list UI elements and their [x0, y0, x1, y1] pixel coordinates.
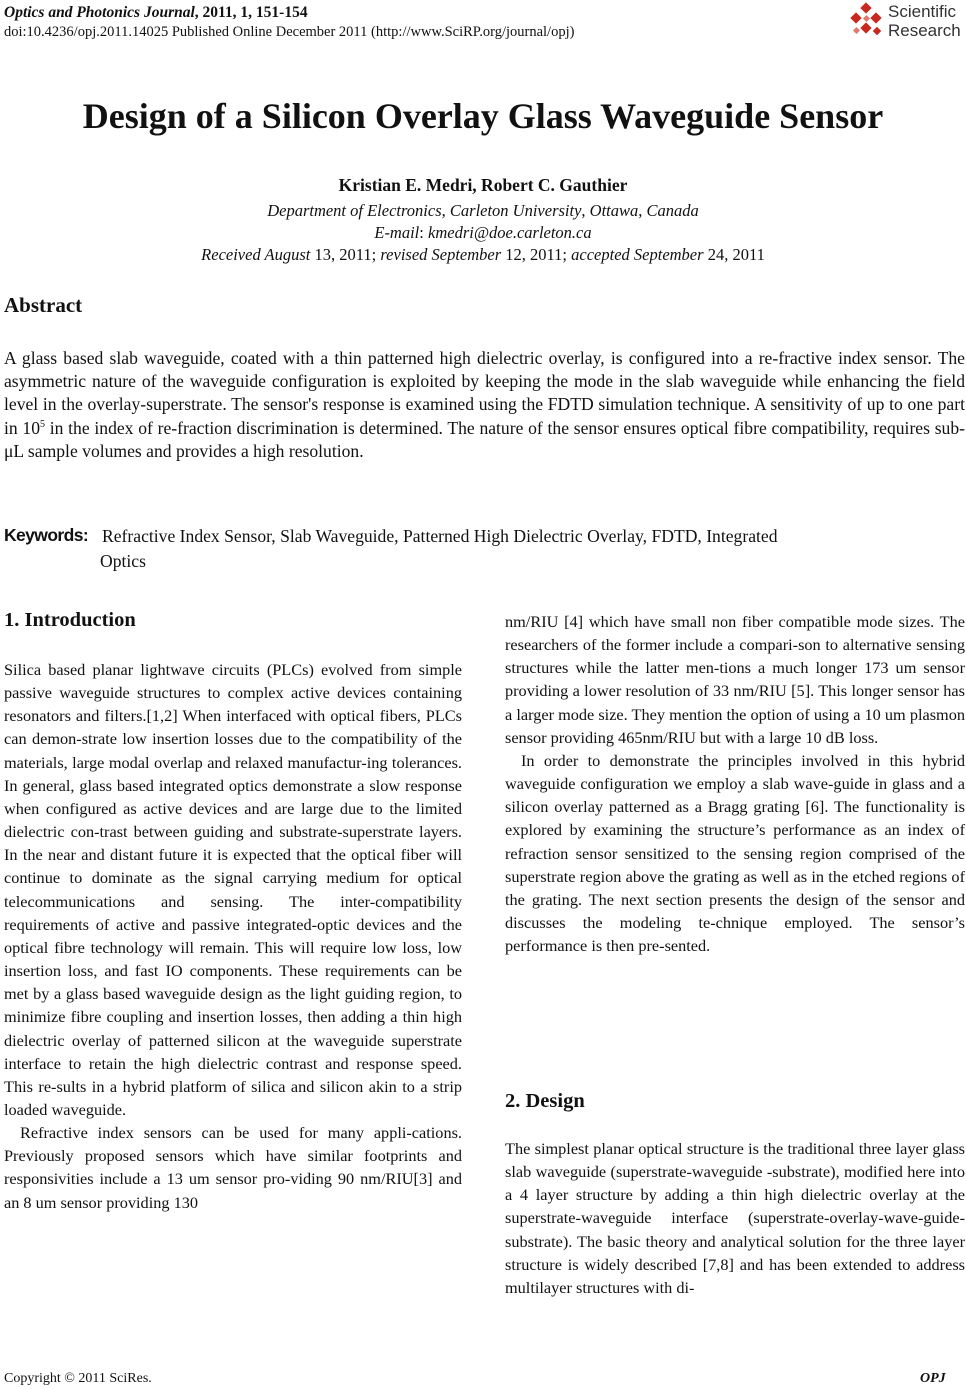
- design-paragraph-1: The simplest planar optical structure is the traditional three layer glass slab waveguide (superstrate-waveguide -substrate), modified here into a 4 layer structure by adding a thin high dielectric overlay at the superstrate-waveguide interface (superstrate-overlay-wave-guide-substrate). The basic theory and analytical solution for the three layer structure is widely described [7,8] and has been extended to address multilayer structures with di-: [505, 1139, 965, 1297]
- intro-paragraph-3: In order to demonstrate the principles involved in this hybrid waveguide configuration we employ a slab wave-guide in glass and a silicon overlay patterned as a Bragg grating [6]. The functionality is explored by examining the structure’s performance as an index of refraction sensor sensitized to the sensing region comprised of the superstrate region above the grating as well as in the etched regions of the grating. The next section presents the design of the sensor and discusses the modeling te-chnique employed. The sensor’s performance is then pre-sented.: [505, 750, 965, 956]
- logo-text: Scientific Research: [888, 2, 961, 40]
- authors: Kristian E. Medri, Robert C. Gauthier: [338, 175, 628, 195]
- keywords-line2: Optics: [100, 551, 146, 571]
- intro-paragraph-2-cont: nm/RIU [4] which have small non fiber compatible mode sizes. The researchers of the former include a compari-son to alternative sensing structures while the latter men-tions a much longer 173 um sensor providing a lower resolution of 33 nm/RIU [5]. This longer sensor has a larger mode size. They mention the option of using a 10 um plasmon sensor providing 465nm/RIU but with a large 10 dB loss.: [505, 612, 965, 747]
- right-column-bottom: [505, 1137, 965, 1299]
- section2-heading: 2. Design: [505, 1090, 585, 1112]
- intro-paragraph-1: Silica based planar lightwave circuits (PLCs) evolved from simple passive waveguide structures to complex active devices containing resonators and filters.[1,2] When interfaced with optical fibers, PLCs can demon-strate low insertion losses due to the compatibility of the materials, large modal overlap and relaxed manufactur-ing tolerances. In general, glass based integrated optics demonstrate a slow response when configured as active devices and are large due to the limited dielectric con-trast between guiding and substrate-superstrate layers. In the near and distant future it is expected that the optical fiber will continue to dominate as the signal carrying medium for optical telecommunications and sensing. The inter-compatibility requirements of active and passive integrated-optic devices and the optical fibre technology will remain. This will require low loss, low insertion loss, and fast IO components. These requirements can be met by a glass based waveguide design as the light guiding region, to minimize fibre coupling and insertion losses, then adding a thin high dielectric overlay of patterned silicon at the waveguide superstrate interface to retain the high dielectric contrast and response speed. This re-sults in a hybrid platform of silica and silicon akin to a strip loaded waveguide.: [4, 660, 462, 1119]
- journal-issue: , 2011, 1, 151-154: [194, 4, 308, 21]
- scirp-logo-icon: [848, 2, 886, 42]
- doi-line: doi:10.4236/opj.2011.14025 Published Online December 2011 (http://www.SciRP.org/journal/opj): [4, 24, 575, 40]
- email: E-mail: kmedri@doe.carleton.ca: [374, 223, 592, 242]
- footer-journal-abbr: OPJ: [920, 1371, 946, 1386]
- intro-paragraph-2: Refractive index sensors can be used for many appli-cations. Previously proposed sensors which have similar footprints and responsivities include a 13 um sensor pro-viding 90 nm/RIU[3] and an 8 um sensor providing 130: [4, 1123, 462, 1212]
- keywords-line1: Refractive Index Sensor, Slab Waveguide, Patterned High Dielectric Overlay, FDTD, Integrated: [102, 526, 778, 546]
- keywords-label: Keywords:: [4, 525, 89, 545]
- abstract-heading: Abstract: [4, 293, 83, 317]
- left-column: [4, 658, 462, 1214]
- right-column-top: [505, 610, 965, 957]
- section1-heading: 1. Introduction: [4, 609, 136, 631]
- email-address: kmedri@doe.carleton.ca: [428, 223, 592, 242]
- journal-name: Optics and Photonics Journal: [4, 4, 195, 21]
- publisher-logo: [848, 2, 966, 44]
- footer-copyright: Copyright © 2011 SciRes.: [4, 1371, 152, 1386]
- affiliation: Department of Electronics, Carleton University, Ottawa, Canada: [267, 201, 699, 220]
- paper-title: Design of a Silicon Overlay Glass Waveguide Sensor: [82, 96, 884, 136]
- received-dates: Received August 13, 2011; revised September 12, 2011; accepted September 24, 2011: [201, 245, 765, 264]
- journal-citation: [4, 3, 308, 22]
- abstract-text: A glass based slab waveguide, coated with a thin patterned high dielectric overlay, is configured into a re-fractive index sensor. The asymmetric nature of the waveguide configuration is exploited by keeping the mode in the slab waveguide while enhancing the field level in the overlay-superstrate. The sensor's response is examined using the FDTD simulation technique. A sensitivity of up to one part in $10^5$ in the index of re-fraction discrimination is determined. The nature of the sensor ensures optical fibre compatibility, requires sub-μL sample volumes and provides a high resolution.: [4, 348, 965, 461]
